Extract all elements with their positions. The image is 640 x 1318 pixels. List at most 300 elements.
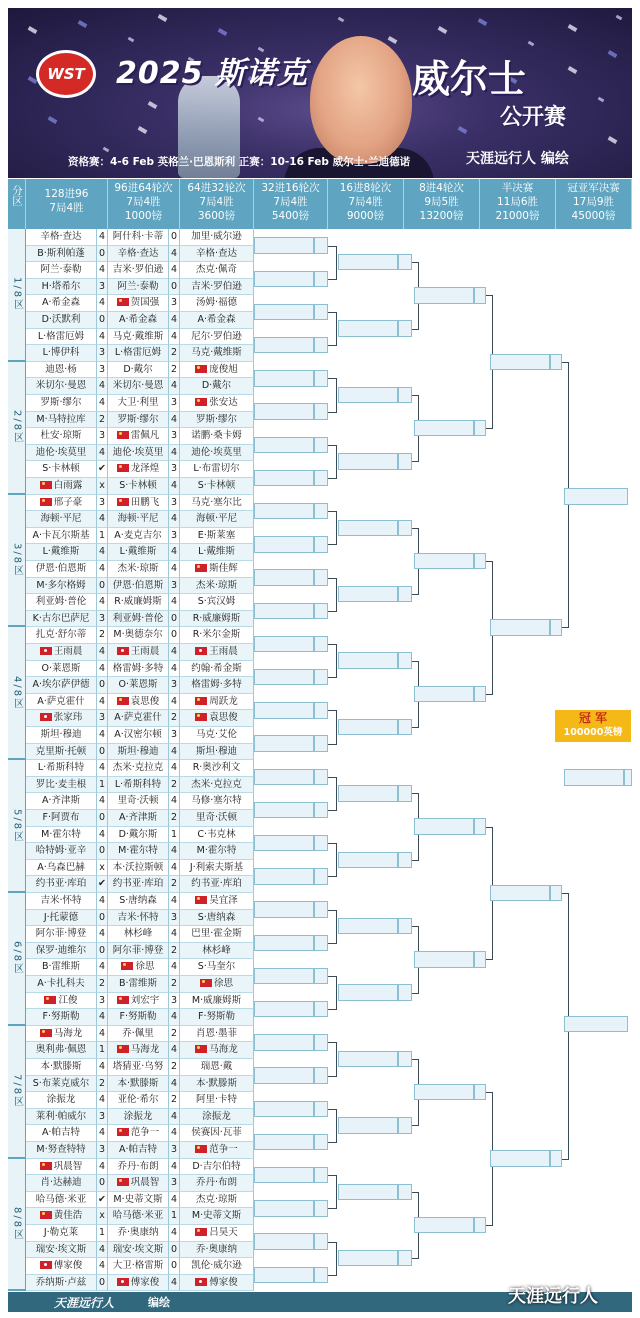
champion-label: 冠 军 (578, 711, 608, 725)
score: 3 (169, 461, 180, 478)
player-name-text: 杰米·琼斯 (195, 579, 238, 591)
player-name-text: 吴宜泽 (209, 895, 238, 906)
player-name (180, 1159, 254, 1176)
player-name-text: A·汉密尔顿 (114, 729, 162, 740)
round-header-line: 冠亚军决赛 (567, 182, 620, 194)
player-name (108, 262, 169, 279)
score: 0 (169, 279, 180, 296)
player-name-text: F·努斯勒 (119, 1011, 157, 1023)
player-name (26, 1258, 97, 1275)
player-name (180, 959, 254, 976)
r16-slot (338, 254, 398, 271)
player-name (26, 661, 97, 678)
score: x (97, 1208, 108, 1225)
score: 4 (169, 378, 180, 395)
player-name-text: 徐思 (213, 978, 233, 989)
bracket-connector (328, 246, 336, 247)
score: 4 (97, 561, 108, 578)
bracket-connector (328, 1175, 336, 1176)
player-name (180, 793, 254, 810)
player-name (180, 578, 254, 595)
r32-slot (254, 237, 314, 254)
player-name (180, 1125, 254, 1142)
player-name-text: 利亚姆·普伦 (112, 612, 164, 624)
r16-slot (338, 387, 398, 404)
sf-score (550, 1150, 562, 1167)
player-name (180, 910, 254, 927)
player-name (108, 843, 169, 860)
china-flag-icon (117, 464, 129, 472)
player-name-text: C·韦克林 (197, 828, 236, 840)
player-name (26, 777, 97, 794)
r16-score (398, 1051, 412, 1068)
score: 2 (169, 976, 180, 993)
score: 4 (97, 1092, 108, 1109)
player-name (180, 760, 254, 777)
r32-slot (254, 835, 314, 852)
r32-slot (254, 1267, 314, 1284)
player-name-text: L·戴维斯 (198, 546, 235, 558)
r32-score (314, 935, 328, 952)
player-name (26, 1009, 97, 1026)
player-name-text: 哈特姆·亚辛 (35, 845, 87, 857)
player-name (180, 1109, 254, 1126)
player-name (180, 1208, 254, 1225)
player-name-text: A·齐津斯 (118, 812, 158, 823)
confetti (478, 18, 488, 26)
china-flag-icon (117, 1045, 129, 1053)
player-name (26, 760, 97, 777)
round-header-line: 21000镑 (495, 210, 540, 222)
bracket-connector (328, 1009, 336, 1010)
r32-slot (254, 868, 314, 885)
player-name-text: A·帕吉特 (41, 1127, 81, 1139)
player-name (26, 1208, 97, 1225)
player-name (26, 262, 97, 279)
r32-score (314, 337, 328, 354)
round-header-line: 5400镑 (271, 210, 310, 222)
player-name-text: 吉米·罗伯逊 (191, 280, 242, 292)
bracket-connector (336, 378, 337, 412)
player-name-text: F·阿贾布 (42, 812, 80, 823)
score: 4 (97, 644, 108, 661)
sf-slot (490, 885, 550, 902)
player-name (180, 262, 254, 279)
score: 3 (169, 1175, 180, 1192)
player-name-text: M·马特拉库 (36, 413, 86, 425)
player-name-text: 瑞安·埃文斯 (35, 1243, 87, 1255)
r32-score (314, 437, 328, 454)
player-name-text: 乔丹·布朗 (117, 1160, 159, 1172)
player-name (26, 561, 97, 578)
player-name-text: 马海龙 (209, 1044, 238, 1056)
player-name-text: 本·默滕斯 (40, 1061, 82, 1072)
bracket-connector (328, 312, 336, 313)
player-name (180, 1258, 254, 1275)
player-name (180, 677, 254, 694)
r32-slot (254, 337, 314, 354)
r16-slot (338, 1184, 398, 1201)
score: 4 (97, 959, 108, 976)
final-score-a (624, 769, 632, 786)
r16-score (398, 453, 412, 470)
player-name (108, 976, 169, 993)
player-name (26, 1142, 97, 1159)
player-name (180, 810, 254, 827)
score: 4 (169, 329, 180, 346)
china-flag-icon (117, 1128, 129, 1136)
score: 2 (169, 362, 180, 379)
china-flag-icon (40, 498, 52, 506)
score: 4 (169, 445, 180, 462)
r32-score (314, 735, 328, 752)
bracket-connector (328, 1242, 336, 1243)
score: 4 (97, 1026, 108, 1043)
score: 4 (97, 511, 108, 528)
player-name-text: A·齐津斯 (41, 795, 81, 807)
player-name-text: 周跃龙 (209, 695, 238, 707)
zone-label-text: 2/8区 (11, 410, 23, 445)
player-name (108, 710, 169, 727)
score: 1 (97, 528, 108, 545)
r32-score (314, 835, 328, 852)
score: 4 (97, 793, 108, 810)
score: 4 (169, 478, 180, 495)
player-name (180, 528, 254, 545)
final-slot-1 (564, 488, 628, 505)
player-name-text: K·古尔巴萨尼 (32, 612, 90, 624)
player-name-text: 马海龙 (53, 1027, 83, 1039)
player-name (180, 412, 254, 429)
player-name-text: 阿里·卡特 (195, 1094, 238, 1106)
player-name (26, 1059, 97, 1076)
player-name-text: 吕昊天 (209, 1227, 238, 1238)
player-name (180, 345, 254, 362)
qf-slot (414, 287, 474, 304)
player-name (26, 1026, 97, 1043)
score: 0 (97, 810, 108, 827)
player-name (108, 1242, 169, 1259)
champion-box (555, 710, 631, 742)
player-name-text: 瑞恩·戴 (200, 1061, 233, 1072)
player-name-text: 海顿·平尼 (40, 513, 82, 525)
player-name-text: A·乌森巴赫 (37, 861, 85, 873)
player-name (108, 760, 169, 777)
china-flag-icon (40, 481, 52, 489)
player-name-text: 罗斯·缪尔 (40, 397, 82, 408)
china-flag-icon (195, 713, 207, 721)
player-name-text: 雷佩凡 (130, 430, 160, 442)
score: 4 (97, 661, 108, 678)
player-name (108, 329, 169, 346)
bracket-grid (8, 229, 632, 1291)
player-name (180, 860, 254, 877)
player-name-text: 哈马德·米亚 (112, 1210, 164, 1222)
r32-slot (254, 968, 314, 985)
r32-score (314, 769, 328, 786)
player-name-text: 马海龙 (130, 1044, 160, 1056)
player-name (108, 910, 169, 927)
player-name (108, 1125, 169, 1142)
score: 4 (169, 1225, 180, 1242)
score: 3 (169, 295, 180, 312)
player-name (26, 793, 97, 810)
player-name-text: 瑞安·埃文斯 (112, 1243, 164, 1255)
r32-score (314, 1200, 328, 1217)
player-name-text: 马克·艾伦 (195, 729, 238, 740)
player-name-text: 本·沃拉斯顿 (112, 861, 164, 873)
player-name-text: S·卡林顿 (42, 463, 80, 475)
r32-slot (254, 1001, 314, 1018)
player-name (108, 1109, 169, 1126)
player-name-text: 杰米·克拉克 (191, 778, 242, 790)
confetti (128, 37, 135, 43)
player-name (180, 478, 254, 495)
player-name (108, 1192, 169, 1209)
player-name (26, 246, 97, 263)
player-name-text: J·勒克莱 (43, 1227, 79, 1238)
score: 4 (169, 544, 180, 561)
player-name-text: 米切尔·曼恩 (112, 380, 164, 392)
player-name (26, 1175, 97, 1192)
player-name (180, 694, 254, 711)
r32-slot (254, 1067, 314, 1084)
player-name (26, 976, 97, 993)
score: 4 (169, 893, 180, 910)
score: 4 (97, 1125, 108, 1142)
r32-slot (254, 569, 314, 586)
score: 3 (169, 495, 180, 512)
confetti (258, 117, 265, 123)
r32-score (314, 536, 328, 553)
bracket-connector (336, 246, 337, 280)
r32-score (314, 569, 328, 586)
player-name-text: 迪恩·杨 (45, 363, 77, 375)
player-name (108, 1142, 169, 1159)
player-name (180, 445, 254, 462)
player-name-text: 刘宏宇 (130, 994, 160, 1006)
player-name-text: 格雷姆·多特 (112, 662, 164, 674)
bracket-connector (328, 677, 336, 678)
sf-slot (490, 354, 550, 371)
score: 1 (97, 1225, 108, 1242)
player-name-text: 亚伦·希尔 (117, 1094, 159, 1106)
bracket-connector (328, 478, 336, 479)
score: 2 (97, 1076, 108, 1093)
confetti (568, 66, 578, 74)
china-flag-icon (117, 298, 129, 306)
r32-slot (254, 503, 314, 520)
player-name (180, 1175, 254, 1192)
bracket-connector (336, 777, 337, 811)
qf-score (474, 818, 486, 835)
bracket-connector (328, 744, 336, 745)
player-name (108, 378, 169, 395)
player-name (26, 412, 97, 429)
score: 4 (97, 1159, 108, 1176)
player-name (180, 1009, 254, 1026)
player-name-text: L·博伊科 (42, 347, 80, 359)
qf-score (474, 1217, 486, 1234)
score: 3 (97, 345, 108, 362)
player-name (26, 1125, 97, 1142)
china-flag-icon (117, 431, 129, 439)
player-name-text: 巩晨智 (53, 1160, 83, 1172)
r16-slot (338, 719, 398, 736)
player-name-text: 阿尔菲·博登 (112, 944, 164, 956)
hong-kong-flag-icon (117, 1278, 129, 1286)
player-name-text: 袁思俊 (209, 712, 238, 724)
player-name-text: 迪伦·埃莫里 (35, 446, 87, 458)
round-header-line: 128进96 (44, 188, 89, 200)
player-name-text: B·雷维斯 (118, 978, 158, 989)
bracket-connector (328, 1109, 336, 1110)
player-name-text: 傅家俊 (53, 1260, 83, 1272)
player-name (26, 528, 97, 545)
player-name-text: 吉米·怀特 (40, 895, 82, 906)
final-slot-a (564, 769, 624, 786)
player-name-text: 杰克·佩奇 (195, 264, 238, 276)
player-photo (310, 36, 412, 164)
player-name (180, 710, 254, 727)
r32-score (314, 1001, 328, 1018)
confetti (338, 17, 345, 23)
player-name-text: H·塔希尔 (41, 280, 81, 292)
player-name-text: A·希金森 (41, 297, 81, 309)
player-name (180, 329, 254, 346)
round-header-line: 17局9胜 (572, 196, 615, 208)
score: 0 (169, 1258, 180, 1275)
score: 4 (169, 843, 180, 860)
r16-slot (338, 453, 398, 470)
r16-score (398, 1117, 412, 1134)
r16-slot (338, 984, 398, 1001)
player-name-text: 乔丹·布朗 (195, 1177, 238, 1189)
score: 1 (169, 1208, 180, 1225)
player-name-text: 辛格·查达 (195, 247, 238, 259)
r16-slot (338, 1051, 398, 1068)
player-name-text: 袁思俊 (130, 695, 160, 707)
player-name-text: 本·默滕斯 (117, 1077, 159, 1089)
r16-slot (338, 320, 398, 337)
wst-logo: WST (36, 50, 96, 98)
score: 4 (169, 1125, 180, 1142)
score: 4 (97, 893, 108, 910)
player-name-text: 保罗·迪维尔 (35, 944, 87, 956)
player-name (108, 876, 169, 893)
round-header-7 (480, 179, 556, 229)
player-name (108, 445, 169, 462)
player-name-text: 乔纳斯·卢兹 (35, 1276, 87, 1288)
bracket-connector (328, 910, 336, 911)
bracket-connector (336, 710, 337, 744)
sf-score (550, 885, 562, 902)
confetti (598, 97, 605, 103)
round-header-line: 3600镑 (197, 210, 236, 222)
player-name-text: 肖·达赫迪 (40, 1177, 82, 1189)
player-name (180, 893, 254, 910)
r32-score (314, 1233, 328, 1250)
confetti (138, 126, 148, 134)
player-name-text: A·麦克吉尔 (114, 529, 162, 541)
player-name (108, 1159, 169, 1176)
r32-score (314, 603, 328, 620)
round-header-line: 96进64轮次 (114, 182, 173, 194)
player-name (108, 1042, 169, 1059)
bracket-connector (328, 843, 336, 844)
china-flag-icon (195, 1045, 207, 1053)
player-name (26, 295, 97, 312)
player-name (26, 677, 97, 694)
player-name (26, 1109, 97, 1126)
zone-label (8, 893, 26, 1026)
footer-suffix: 编绘 (148, 1296, 170, 1309)
player-name (108, 744, 169, 761)
player-name-text: S·马奎尔 (197, 961, 236, 973)
r16-score (398, 1184, 412, 1201)
score: 4 (169, 594, 180, 611)
r32-slot (254, 769, 314, 786)
player-name-text: 马克·塞尔比 (191, 496, 242, 508)
player-name (180, 627, 254, 644)
score: 4 (169, 1192, 180, 1209)
r32-slot (254, 1233, 314, 1250)
hong-kong-flag-icon (195, 1278, 207, 1286)
player-name (180, 876, 254, 893)
player-name (108, 312, 169, 329)
score: 4 (169, 246, 180, 263)
confetti (218, 28, 228, 36)
player-name-text: 范争一 (130, 1127, 160, 1139)
round-header-line: 半决赛 (501, 182, 534, 194)
china-flag-icon (195, 697, 207, 705)
player-name (108, 561, 169, 578)
player-name-text: 加里·威尔逊 (191, 231, 242, 242)
player-name (180, 594, 254, 611)
player-name-text: 龙泽煌 (130, 463, 160, 475)
score: 4 (169, 1275, 180, 1292)
player-name-text: 罗比·麦圭根 (35, 778, 87, 790)
player-name (26, 1192, 97, 1209)
bracket-connector (336, 1175, 337, 1209)
player-name-text: 贺国强 (130, 297, 160, 309)
round-header-line: 7局4胜 (273, 196, 308, 208)
score: 2 (169, 1026, 180, 1043)
player-name-text: 傅家俊 (130, 1276, 160, 1288)
score: ✔ (97, 461, 108, 478)
player-name-text: J·托蒙德 (43, 911, 79, 923)
player-name (180, 926, 254, 943)
bracket-connector (336, 445, 337, 479)
china-flag-icon (44, 996, 56, 1004)
score: 0 (97, 246, 108, 263)
qf-score (474, 951, 486, 968)
player-name-text: R·米尔金斯 (192, 629, 241, 641)
player-name (26, 926, 97, 943)
round-header-line: 9局5胜 (424, 196, 459, 208)
player-name-text: 白雨露 (53, 480, 83, 491)
player-name-text: R·威廉姆斯 (114, 596, 162, 608)
confetti (616, 15, 623, 21)
r32-slot (254, 735, 314, 752)
zone-label-text: 7/8区 (11, 1074, 23, 1109)
player-name (108, 412, 169, 429)
r32-score (314, 503, 328, 520)
player-name (108, 1275, 169, 1292)
score: 4 (169, 744, 180, 761)
r32-slot (254, 304, 314, 321)
player-name (26, 395, 97, 412)
